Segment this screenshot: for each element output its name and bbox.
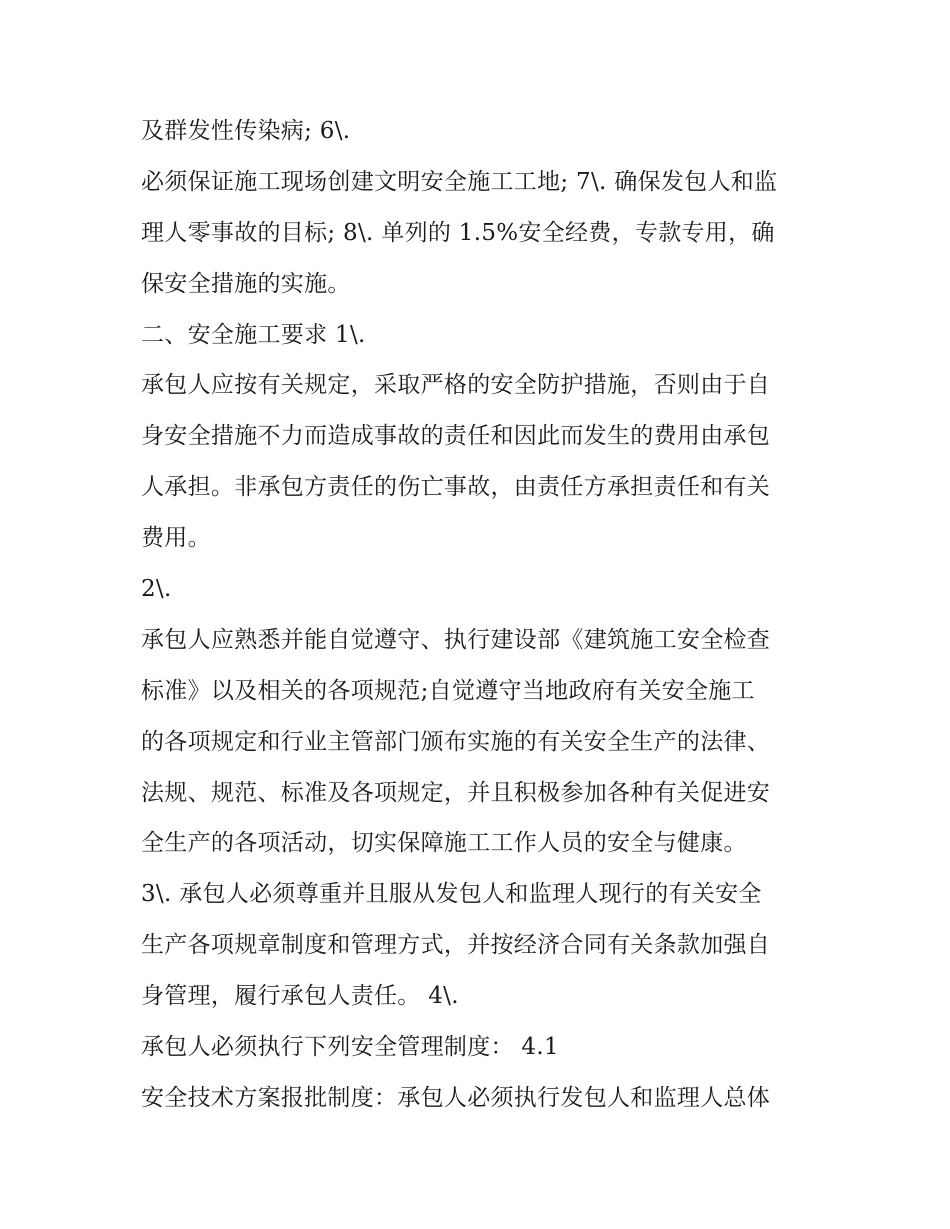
text-line: 费用。 <box>141 525 211 552</box>
text-line: 的各项规定和行业主管部门颁布实施的有关安全生产的法律、 <box>141 728 771 755</box>
text-line: 3\. 承包人必须尊重并且服从发包人和监理人现行的有关安全 <box>141 881 762 908</box>
text-line: 承包人应按有关规定，采取严格的安全防护措施，否则由于自 <box>141 372 771 399</box>
text-line: 理人零事故的目标; 8\. 单列的 1.5%安全经费，专款专用，确 <box>141 219 775 246</box>
text-line: 法规、规范、标准及各项规定，并且积极参加各种有关促进安 <box>141 779 771 806</box>
text-line: 全生产的各项活动，切实保障施工工作人员的安全与健康。 <box>141 830 747 857</box>
text-line: 生产各项规章制度和管理方式，并按经济合同有关条款加强自 <box>141 932 771 959</box>
text-line: 人承担。非承包方责任的伤亡事故，由责任方承担责任和有关 <box>141 474 771 501</box>
section-heading: 二、安全施工要求 1\. <box>141 321 366 348</box>
text-line: 承包人必须执行下列安全管理制度： 4.1 <box>141 1034 559 1061</box>
text-line: 身管理，履行承包人责任。 4\. <box>141 983 459 1010</box>
text-line: 标准》以及相关的各项规范;自觉遵守当地政府有关安全施工 <box>141 677 755 704</box>
text-line: 必须保证施工现场创建文明安全施工工地; 7\. 确保发包人和监 <box>141 168 778 195</box>
text-line: 及群发性传染病; 6\. <box>141 118 351 144</box>
text-line: 保安全措施的实施。 <box>141 270 351 297</box>
text-line: 安全技术方案报批制度：承包人必须执行发包人和监理人总体 <box>141 1084 771 1111</box>
text-line: 身安全措施不力而造成事故的责任和因此而发生的费用由承包 <box>141 423 771 450</box>
item-number: 2\. <box>141 576 172 603</box>
text-line: 承包人应熟悉并能自觉遵守、执行建设部《建筑施工安全检查 <box>141 626 771 653</box>
document-body <box>141 106 821 1124</box>
